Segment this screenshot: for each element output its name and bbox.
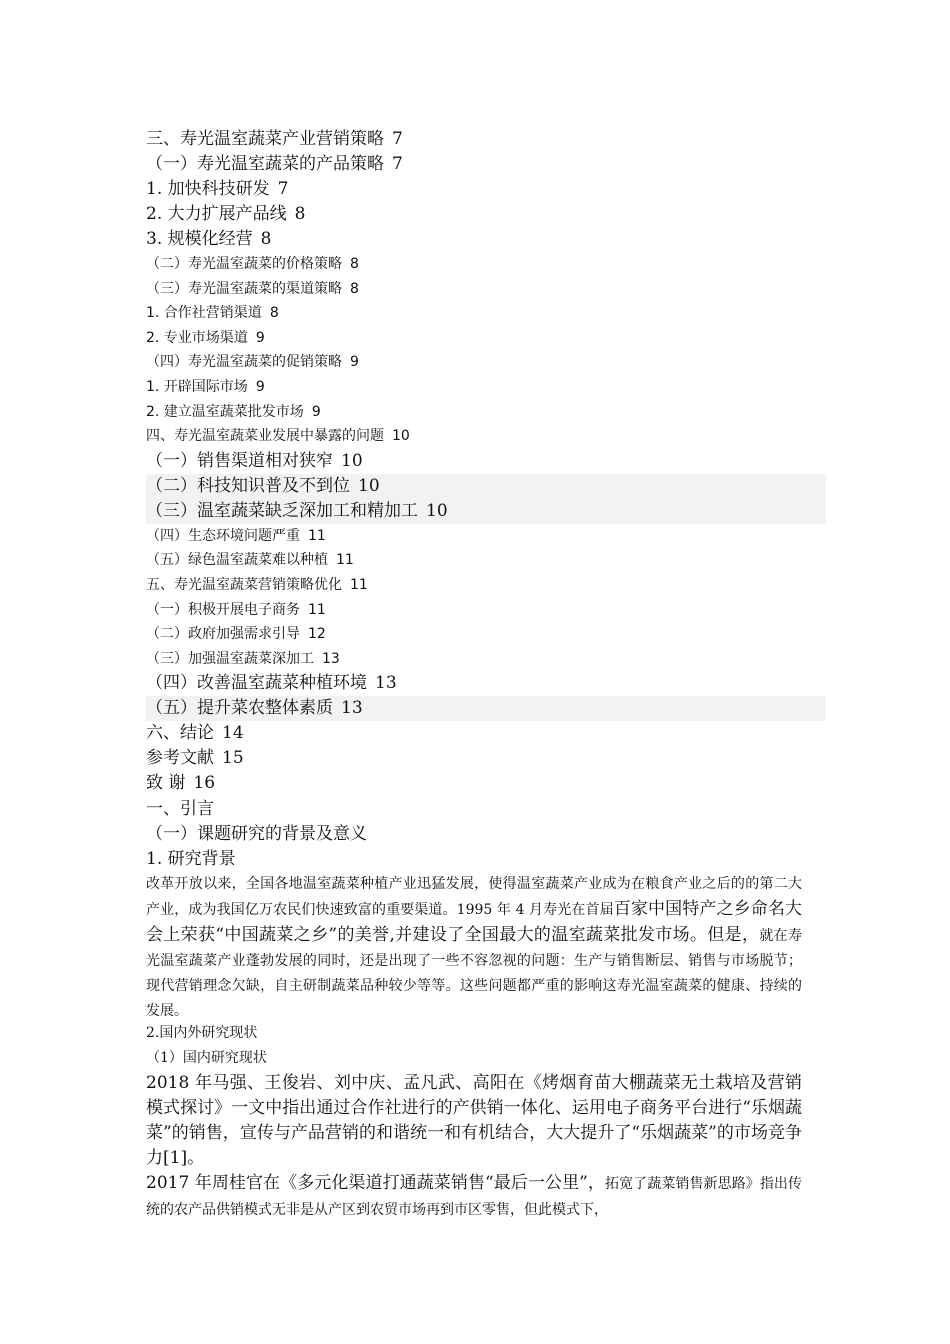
toc-entry-title: 六、结论	[146, 723, 214, 744]
toc-entry-title: （二）科技知识普及不到位	[146, 475, 350, 496]
section-heading-intro	[146, 797, 802, 872]
toc-entry	[146, 771, 826, 796]
paragraph-background-part1: 改革开放以来，全国各地温室蔬菜种植产业迅猛发展，使得温室蔬菜产业成为在粮食产业之后的的第二大产业，成为我国亿万农民们快速致富的重要渠道。1995 年 4 月寿光在首届	[146, 876, 802, 918]
toc-entry	[146, 400, 826, 425]
toc-entry-title: （五）绿色温室蔬菜难以种植	[146, 552, 328, 569]
toc-entry-title: （二）政府加强需求引导	[146, 626, 300, 643]
toc-entry-page: 10	[426, 500, 448, 521]
toc-entry-page: 13	[341, 698, 363, 719]
toc-entry-title: 3. 规模化经营	[146, 229, 253, 249]
paragraph-background	[146, 872, 802, 1024]
toc-entry	[146, 622, 826, 647]
toc-entry-page: 11	[336, 552, 354, 569]
toc-entry-page: 8	[294, 204, 306, 224]
toc-entry-page: 9	[255, 329, 265, 346]
toc-entry	[146, 696, 826, 721]
toc-entry	[146, 301, 826, 326]
toc-entry-page: 12	[308, 626, 326, 643]
paragraph-domestic-2017-part2: 拓宽了蔬菜销售新思路》指出传统的农产品供销模式无非是从产区到农贸市场再到市区零售，但此模式下，	[146, 1176, 802, 1218]
toc-entry-title: 参考文献	[146, 748, 214, 769]
toc-entry	[146, 202, 826, 227]
paragraph-domestic-2017	[146, 1171, 802, 1223]
toc-entry-page: 13	[322, 650, 340, 667]
toc-entry-page: 11	[350, 576, 368, 593]
toc-entry-page: 7	[277, 179, 289, 199]
toc-entry	[146, 177, 826, 202]
toc-entry-page: 8	[350, 256, 359, 272]
toc-entry-title: 四、寿光温室蔬菜业发展中暴露的问题	[146, 428, 384, 445]
toc-entry-page: 13	[375, 673, 397, 694]
paragraph-background-part3: 就在寿光温室蔬菜产业蓬勃发展的同时，还是出现了一些不容忽视的问题：生产与销售断层、销售与市场脱节；现代营销理念欠缺，自主研制蔬菜品种较少等等。这些问题都严重的影响这寿光温室蔬菜的健康、持续的发展。	[146, 928, 802, 1019]
toc-entry	[146, 252, 826, 277]
heading-research-background: 1. 研究背景	[146, 849, 236, 869]
toc-entry	[146, 152, 826, 177]
toc-entry	[146, 424, 826, 449]
toc-entry-page: 16	[193, 773, 216, 794]
heading-domestic-status: （1）国内研究现状	[146, 1050, 267, 1066]
toc-entry-title: 2. 建立温室蔬菜批发市场	[146, 403, 304, 420]
toc-entry	[146, 449, 826, 474]
toc-entry	[146, 598, 826, 623]
toc-entry-page: 15	[222, 748, 244, 769]
toc-entry	[146, 127, 826, 152]
heading-background-section: （一）课题研究的背景及意义	[146, 824, 367, 844]
toc-entry	[146, 499, 826, 524]
toc-entry-page: 10	[358, 475, 380, 496]
toc-entry-page: 7	[392, 129, 403, 149]
toc-entry	[146, 375, 826, 400]
toc-entry-title: （三）加强温室蔬菜深加工	[146, 650, 314, 667]
toc-entry	[146, 746, 826, 771]
toc-entry-page: 9	[311, 403, 321, 420]
toc-entry-page: 14	[222, 723, 244, 744]
toc-entry-title: 2. 专业市场渠道	[146, 329, 248, 346]
toc-entry-page: 10	[392, 428, 410, 445]
toc-entry-title: 1. 开辟国际市场	[146, 378, 248, 395]
toc-entry-title: （四）生态环境问题严重	[146, 527, 300, 544]
paragraph-domestic-2018-text: 2018 年马强、王俊岩、刘中庆、孟凡武、高阳在《烤烟育苗大棚蔬菜无土栽培及营销模式探讨》一文中指出通过合作社进行的产供销一体化、运用电子商务平台进行“乐烟蔬菜”的销售，宣传与产品营销的和谐统一和有机结合，大大提升了“乐烟蔬菜”的市场竞争力[1]。	[146, 1073, 802, 1168]
toc-entry-title: （二）寿光温室蔬菜的价格策略	[146, 256, 342, 272]
toc-entry	[146, 548, 826, 573]
toc-entry-title: （三）温室蔬菜缺乏深加工和精加工	[146, 500, 418, 521]
toc-entry-title: （一）销售渠道相对狭窄	[146, 450, 333, 471]
toc-entry-title: （一）寿光温室蔬菜的产品策略	[146, 154, 384, 174]
toc-entry	[146, 647, 826, 672]
toc-entry	[146, 326, 826, 351]
toc-entry-page: 11	[308, 601, 326, 618]
toc-entry	[146, 227, 826, 252]
toc-entry-title: 1. 加快科技研发	[146, 179, 270, 199]
toc-entry	[146, 524, 826, 549]
toc-entry	[146, 350, 826, 375]
paragraph-domestic-2017-part1: 2017 年周桂官在《多元化渠道打通蔬菜销售“最后一公里”，	[146, 1173, 606, 1193]
toc-entry-title: （一）积极开展电子商务	[146, 601, 300, 618]
toc-entry-title: 三、寿光温室蔬菜产业营销策略	[146, 129, 384, 149]
toc-entry-page: 11	[308, 527, 326, 544]
toc-entry-title: （四）改善温室蔬菜种植环境	[146, 673, 367, 694]
toc-entry-page: 9	[255, 378, 265, 395]
paragraph-domestic-2018	[146, 1071, 802, 1171]
toc-entry-title: （四）寿光温室蔬菜的促销策略	[146, 354, 342, 371]
toc-entry-title: （三）寿光温室蔬菜的渠道策略	[146, 280, 342, 297]
toc-entry-title: 五、寿光温室蔬菜营销策略优化	[146, 576, 342, 593]
toc-entry-page: 9	[350, 354, 359, 371]
toc-entry	[146, 277, 826, 302]
toc-entry	[146, 671, 826, 696]
paragraph-background-part2: 百家中国特产之乡命名大会上荣获“中国蔬菜之乡”的美誉,并建设了全国最大的温室蔬菜批发市场。但是，	[146, 899, 802, 945]
heading-research-status: 2.国内外研究现状	[146, 1025, 258, 1041]
toc-entry	[146, 573, 826, 598]
toc-entry-title: （五）提升菜农整体素质	[146, 698, 333, 719]
heading-intro: 一、引言	[146, 799, 214, 819]
toc-entry-title: 致 谢	[146, 773, 186, 794]
table-of-contents	[146, 127, 826, 796]
toc-entry	[146, 474, 826, 499]
toc-entry-page: 8	[260, 229, 272, 249]
toc-entry-title: 2. 大力扩展产品线	[146, 204, 287, 224]
section-heading-status	[146, 1021, 802, 1071]
toc-entry-page: 10	[341, 450, 363, 471]
toc-entry-page: 7	[392, 154, 403, 174]
toc-entry	[146, 721, 826, 746]
toc-entry-page: 8	[350, 280, 359, 297]
toc-entry-title: 1. 合作社营销渠道	[146, 305, 262, 322]
toc-entry-page: 8	[269, 305, 279, 322]
